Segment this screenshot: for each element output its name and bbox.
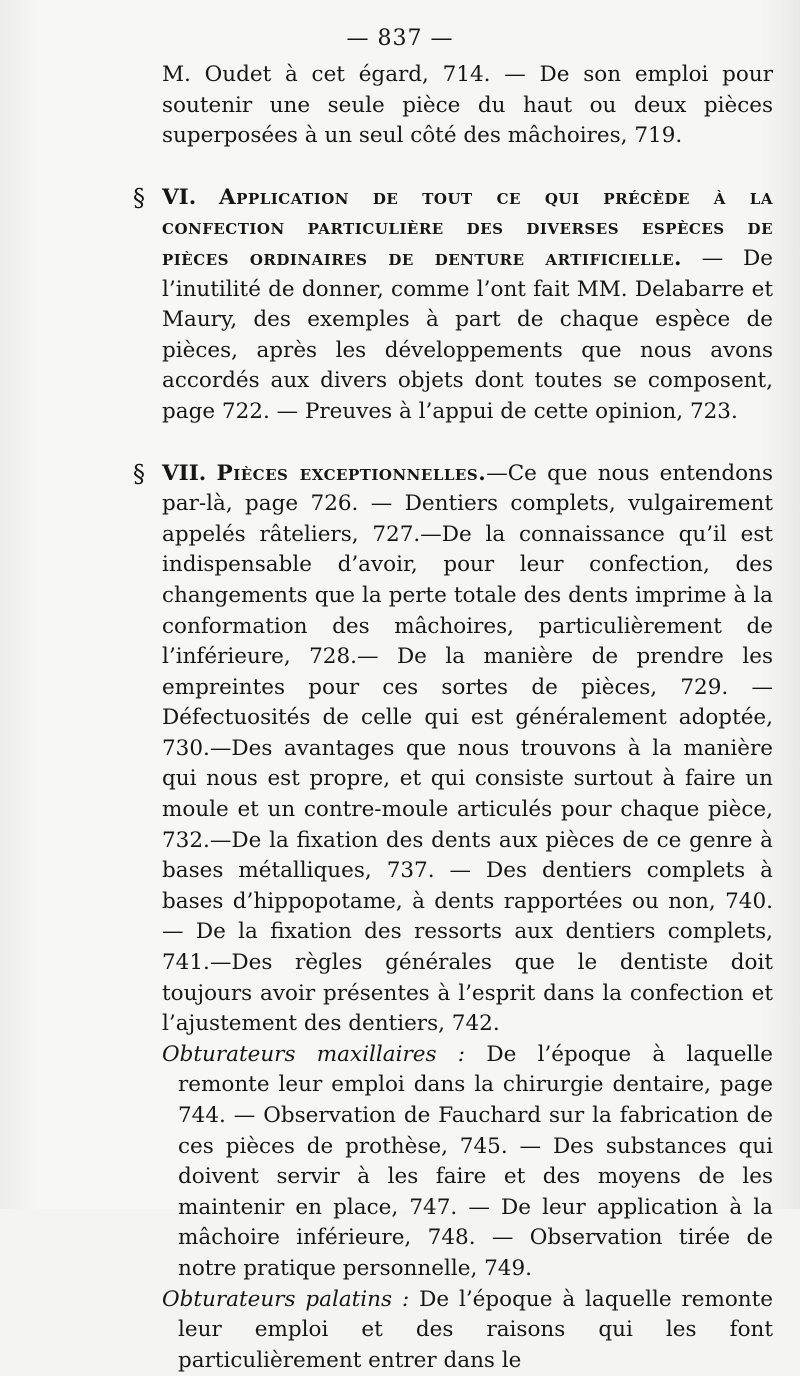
section-sign: § — [133, 183, 145, 212]
section-vi — [133, 183, 773, 428]
section-vii-text — [162, 459, 773, 1040]
obturateurs-maxillaires-body: De l’époque à laquelle remonte leur emploi dans la chirurgie dentaire, page 744. — Observation de Fauchard sur la fabrication de ces pièces de prothèse, 745. — Des substances qui doivent servir à les faire et des moyens de les maintenir en place, 747. — De leur application à la mâchoire inférieure, 748. — Observation tirée de notre pratique personnelle, 749. — [178, 1041, 773, 1281]
section-vi-number: VI. — [162, 184, 197, 210]
obturateurs-maxillaires-label: Obturateurs maxillaires : — [162, 1041, 466, 1067]
section-vii-number: VII. — [162, 460, 207, 486]
section-vii-title: Pièces exceptionnelles. — [216, 460, 487, 486]
obturateurs-palatins-label: Obturateurs palatins : — [162, 1286, 410, 1312]
section-sign: § — [133, 459, 145, 488]
section-vii — [133, 459, 773, 1376]
page-text — [133, 60, 773, 1376]
section-vi-body: — De l’inutilité de donner, comme l’ont fait MM. Delabarre et Maury, des exemples à part de chaque espèce de pièces, après les développements que nous avons accordés aux divers objets dont toutes se composent, page 722. — Preuves à l’appui de cette opinion, 723. — [162, 245, 773, 424]
obturateurs-maxillaires-entry — [162, 1040, 773, 1285]
paragraph-intro: M. Oudet à cet égard, 714. — De son emploi pour soutenir une seule pièce du haut ou deux pièces superposées à un seul côté des mâchoires, 719. — [162, 62, 773, 149]
section-vii-body: —Ce que nous entendons par-là, page 726. — Dentiers complets, vulgairement appelés râteliers, 727.—De la connaissance qu’il est indispensable d’avoir, pour leur confection, des changements que la perte totale des dents imprime à la conformation des mâchoires, particulièrement de l’inférieure, 728.— De la manière de prendre les empreintes pour ces sortes de pièces, 729. — Défectuosités de celle qui est généralement adoptée, 730.—Des avantages que nous trouvons à la manière qui nous est propre, et qui consiste surtout à faire un moule et un contre-moule articulés pour chaque pièce, 732.—De la fixation des dents aux pièces de ce genre à bases métalliques, 737. — Des dentiers complets à bases d’hippopotame, à dents rapportées ou non, 740. — De la fixation des ressorts aux dentiers complets, 741.—Des règles générales que le dentiste doit toujours avoir présentes à l’esprit dans la confection et l’ajustement des dentiers, 742. — [162, 460, 773, 1037]
section-vi-title: Application de tout ce qui précède à la confection particulière des diverses espèces de pièces ordinaires de denture artificielle. — [162, 184, 773, 271]
section-vi-text — [162, 183, 773, 428]
obturateurs-palatins-body: De l’époque à laquelle remonte leur emploi et des raisons qui les font particulièrement entrer dans le — [178, 1286, 773, 1373]
page-number: — 837 — — [346, 26, 454, 51]
obturateurs-palatins-entry — [162, 1285, 773, 1376]
